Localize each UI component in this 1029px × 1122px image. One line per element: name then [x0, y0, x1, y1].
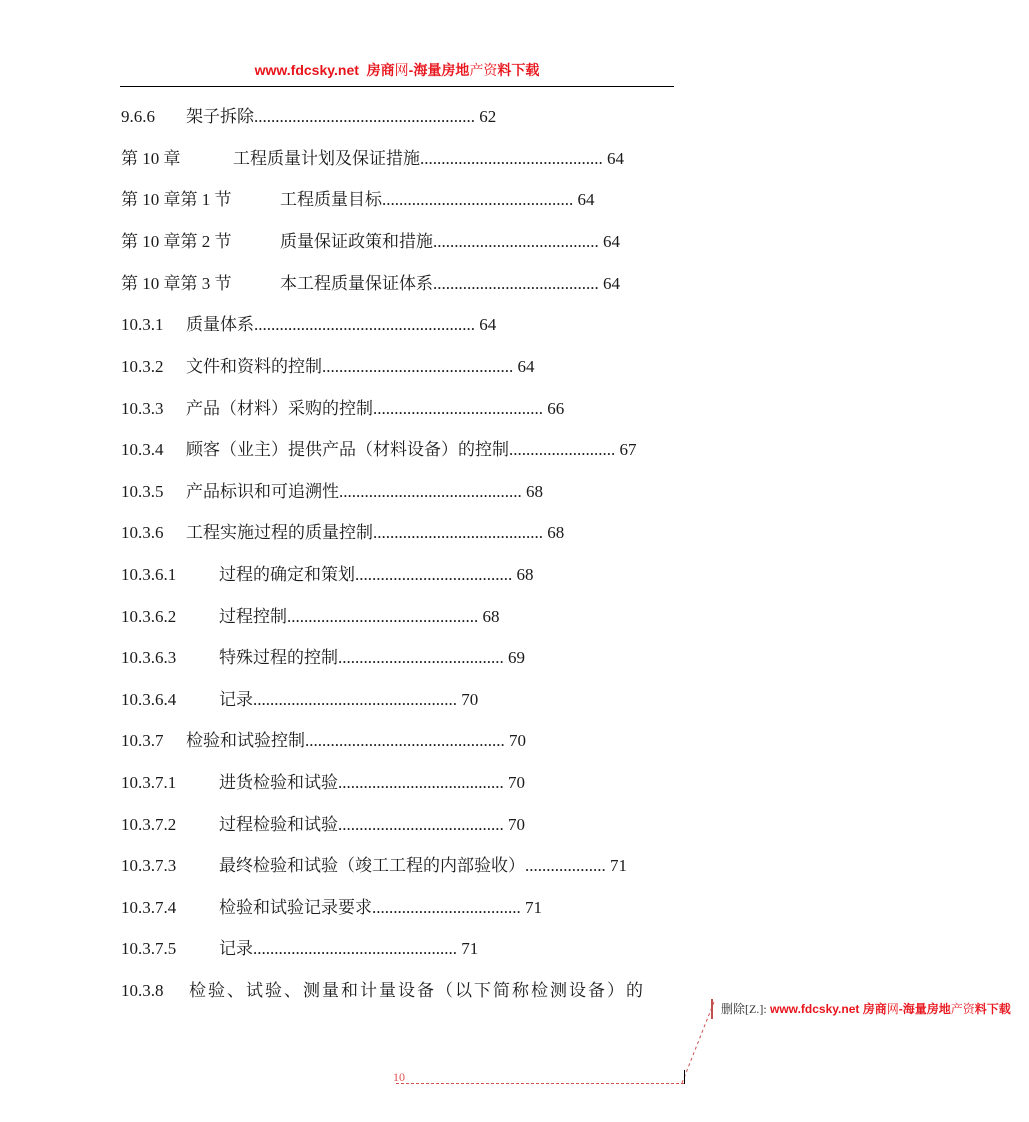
- comment-deleted-text: www.fdcsky.net 房商网-海量房地产资料下载: [770, 1002, 1011, 1016]
- toc-entry[interactable]: [121, 978, 645, 1004]
- toc-entry-title: 工程实施过程的质量控制: [186, 523, 373, 542]
- toc-entry-title: 特殊过程的控制: [219, 648, 338, 667]
- toc-entry-page: 64: [603, 274, 620, 293]
- toc-entry[interactable]: [121, 645, 525, 671]
- toc-entry[interactable]: [121, 770, 525, 796]
- toc-entry-number: 10.3.5: [121, 482, 164, 501]
- toc-leader-dots: ................................................: [253, 690, 457, 709]
- toc-entry-title: 工程质量计划及保证措施: [233, 149, 420, 168]
- toc-entry-page: 71: [610, 856, 627, 875]
- toc-entry[interactable]: [121, 146, 624, 172]
- toc-entry-number: 第 10 章第 2 节: [121, 232, 232, 251]
- toc-entry[interactable]: [121, 312, 496, 338]
- toc-entry-number: 9.6.6: [121, 107, 155, 126]
- toc-entry-number: 10.3.7.2: [121, 815, 177, 834]
- toc-entry-title: 最终检验和试验（竣工工程的内部验收）: [219, 856, 525, 875]
- toc-leader-dots: ........................................: [373, 523, 543, 542]
- toc-entry-number: 10.3.8: [121, 981, 164, 1000]
- toc-entry-title: 产品标识和可追溯性: [186, 482, 339, 501]
- toc-entry-page: 71: [461, 939, 479, 958]
- toc-entry-number: 10.3.7.1: [121, 773, 177, 792]
- toc-entry-number: 第 10 章: [121, 149, 181, 168]
- toc-entry-title: 质量保证政策和措施: [280, 232, 433, 251]
- toc-leader-dots: .....................................: [355, 565, 513, 584]
- toc-entry[interactable]: [121, 687, 478, 713]
- toc-leader-dots: ........................................: [373, 399, 543, 418]
- toc-entry[interactable]: [121, 479, 543, 505]
- toc-entry[interactable]: [121, 229, 620, 255]
- toc-entry-page: 68: [547, 523, 565, 542]
- toc-leader-dots: .............................................: [382, 190, 574, 209]
- toc-entry-page: 68: [516, 565, 534, 584]
- toc-entry-title: 工程质量目标: [280, 190, 382, 209]
- toc-entry-title: 本工程质量保证体系: [280, 274, 433, 293]
- toc-entry[interactable]: [121, 728, 526, 754]
- toc-entry[interactable]: [121, 520, 564, 546]
- toc-entry-page: 67: [619, 440, 637, 459]
- toc-entry[interactable]: [121, 354, 535, 380]
- toc-leader-dots: ...................: [525, 856, 606, 875]
- toc-leader-dots: .......................................: [433, 232, 599, 251]
- toc-leader-dots: ...........................................: [420, 149, 603, 168]
- toc-entry-page: 70: [508, 815, 525, 834]
- header-site-link[interactable]: www.fdcsky.net: [254, 62, 359, 78]
- toc-leader-dots: .......................................: [338, 815, 504, 834]
- toc-entry-title: 过程的确定和策划: [219, 565, 355, 584]
- toc-entry-number: 10.3.7.4: [121, 898, 177, 917]
- toc-entry-number: 10.3.2: [121, 357, 164, 376]
- toc-entry-title: 顾客（业主）提供产品（材料设备）的控制: [186, 440, 509, 459]
- toc-entry-title: 记录: [219, 939, 253, 958]
- toc-entry-number: 第 10 章第 3 节: [121, 274, 232, 293]
- toc-entry-number: 10.3.3: [121, 399, 164, 418]
- toc-leader-dots: .............................................: [287, 607, 479, 626]
- footer-revision-dashed-line: [396, 1083, 684, 1084]
- header-brand-5: 料下载: [497, 62, 540, 78]
- toc-entry-page: 69: [508, 648, 525, 667]
- toc-entry-title: 过程控制: [219, 607, 287, 626]
- toc-entry[interactable]: [121, 437, 637, 463]
- toc-entry-number: 10.3.7: [121, 731, 164, 750]
- toc-entry-number: 10.3.6.2: [121, 607, 177, 626]
- toc-entry-number: 第 10 章第 1 节: [121, 190, 232, 209]
- toc-leader-dots: ....................................................: [254, 107, 475, 126]
- toc-entry[interactable]: [121, 271, 620, 297]
- toc-entry-title: 检验和试验记录要求: [219, 898, 372, 917]
- toc-entry-number: 10.3.6.3: [121, 648, 177, 667]
- toc-entry[interactable]: [121, 895, 542, 921]
- toc-entry[interactable]: [121, 812, 525, 838]
- toc-entry-page: 64: [607, 149, 624, 168]
- toc-entry-page: 62: [479, 107, 497, 126]
- toc-entry-title: 记录: [219, 690, 253, 709]
- toc-entry-page: 64: [479, 315, 497, 334]
- toc-entry-title: 文件和资料的控制: [186, 357, 322, 376]
- toc-entry[interactable]: [121, 187, 595, 213]
- toc-entry-title: 产品（材料）采购的控制: [186, 399, 373, 418]
- toc-entry-page: 70: [461, 690, 479, 709]
- toc-leader-dots: ................................................: [253, 939, 457, 958]
- toc-entry-number: 10.3.6: [121, 523, 164, 542]
- toc-leader-dots: .......................................: [433, 274, 599, 293]
- toc-entry-title: 过程检验和试验: [219, 815, 338, 834]
- comment-label: 删除[Z.]:: [721, 1002, 767, 1016]
- toc-entry-title: 进货检验和试验: [219, 773, 338, 792]
- toc-entry[interactable]: [121, 853, 627, 879]
- toc-leader-dots: .............................................: [322, 357, 514, 376]
- header-divider: [120, 86, 674, 87]
- text-cursor: [684, 1070, 685, 1084]
- toc-entry-page: 68: [482, 607, 500, 626]
- toc-entry-title: 质量体系: [186, 315, 254, 334]
- toc-leader-dots: .......................................: [338, 648, 504, 667]
- toc-entry-page: 70: [508, 773, 525, 792]
- toc-entry-page: 64: [603, 232, 620, 251]
- toc-entry[interactable]: [121, 104, 496, 130]
- toc-entry-page: 68: [526, 482, 543, 501]
- toc-entry-title: 检验和试验控制: [186, 731, 305, 750]
- header-brand-1: 房商: [366, 62, 395, 78]
- toc-entry-number: 10.3.7.5: [121, 939, 177, 958]
- revision-comment[interactable]: [711, 999, 1011, 1019]
- toc-entry-page: 66: [547, 399, 565, 418]
- toc-entry-page: 70: [509, 731, 526, 750]
- toc-leader-dots: ...........................................: [339, 482, 522, 501]
- toc-leader-dots: .......................................: [338, 773, 504, 792]
- toc-entry-title: 架子拆除: [186, 107, 254, 126]
- toc-entry-number: 10.3.6.4: [121, 690, 177, 709]
- toc-leader-dots: ...............................................: [305, 731, 505, 750]
- header-brand-4: 产资: [469, 62, 498, 78]
- toc-leader-dots: ...................................: [372, 898, 521, 917]
- header-brand-2: 网: [394, 62, 409, 78]
- toc-entry-page: 64: [517, 357, 535, 376]
- toc-entry-number: 10.3.1: [121, 315, 164, 334]
- header-brand-3: -海量房地: [408, 62, 470, 78]
- toc-leader-dots: .........................: [509, 440, 616, 459]
- page-header: [120, 60, 674, 80]
- toc-entry[interactable]: [121, 396, 564, 422]
- toc-entry[interactable]: [121, 562, 534, 588]
- toc-entry-title: 检验、试验、测量和计量设备（以下简称检测设备）的: [189, 981, 645, 1000]
- toc-entry[interactable]: [121, 936, 478, 962]
- toc-entry-page: 71: [525, 898, 542, 917]
- page-number: 10: [393, 1070, 405, 1084]
- toc-entry-number: 10.3.4: [121, 440, 164, 459]
- toc-leader-dots: ....................................................: [254, 315, 475, 334]
- toc-entry-number: 10.3.7.3: [121, 856, 177, 875]
- toc-entry-page: 64: [577, 190, 595, 209]
- toc-entry-number: 10.3.6.1: [121, 565, 177, 584]
- toc-entry[interactable]: [121, 604, 500, 630]
